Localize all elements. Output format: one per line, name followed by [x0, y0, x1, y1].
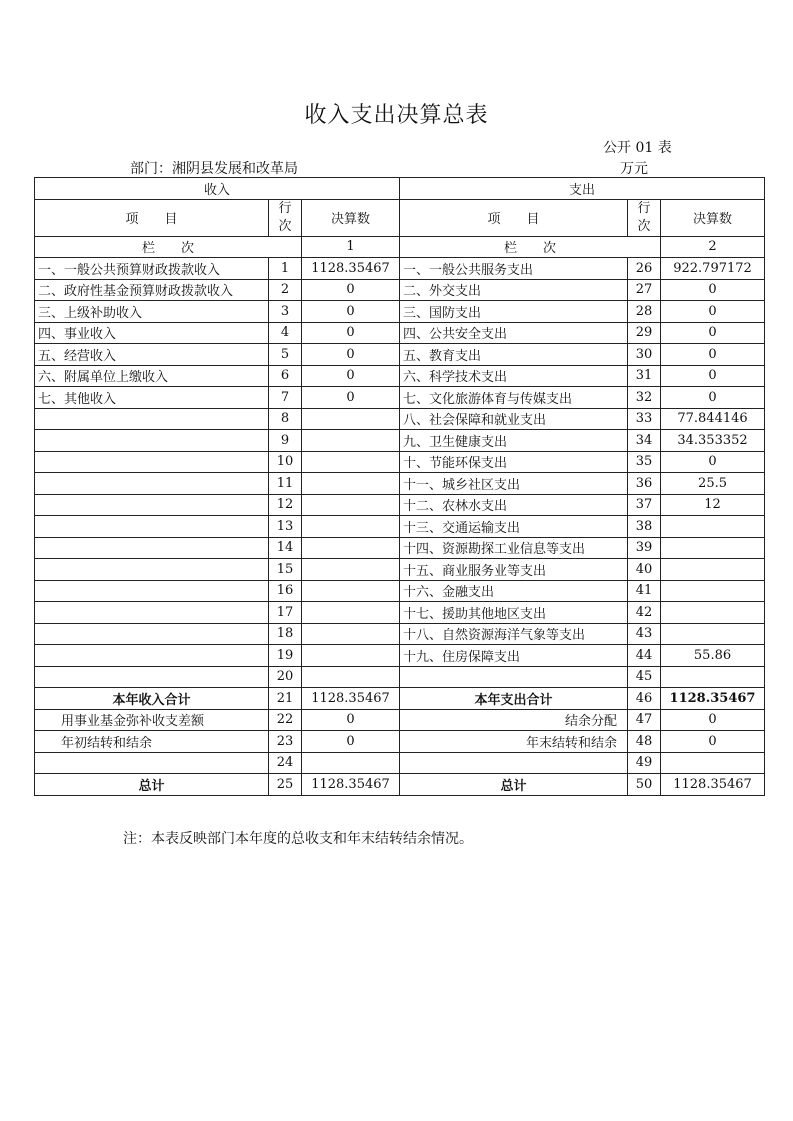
- expense-row-no-cell: 36: [628, 473, 661, 495]
- income-row-no-header: 行 次: [269, 199, 302, 236]
- income-item-cell: 年初结转和结余: [35, 731, 269, 753]
- income-row-no-cell: 12: [269, 494, 302, 516]
- table-row: [35, 731, 765, 753]
- expense-row-no-cell: 41: [628, 580, 661, 602]
- income-item-cell: [35, 537, 269, 559]
- expense-row-no-cell: 35: [628, 451, 661, 473]
- expense-item-cell: 九、卫生健康支出: [400, 430, 628, 452]
- income-item-cell: 二、政府性基金预算财政拨款收入: [35, 279, 269, 301]
- table-row: [35, 666, 765, 688]
- income-item-cell: [35, 451, 269, 473]
- income-item-cell: 三、上级补助收入: [35, 301, 269, 323]
- income-row-no-cell: 6: [269, 365, 302, 387]
- expense-amount-cell: 34.353352: [661, 430, 765, 452]
- table-row: [35, 602, 765, 624]
- income-amount-cell: 1128.35467: [302, 688, 400, 710]
- income-item-cell: 六、附属单位上缴收入: [35, 365, 269, 387]
- income-amount-cell: [302, 645, 400, 667]
- income-row-no-cell: 5: [269, 344, 302, 366]
- expense-item-cell: 二、外交支出: [400, 279, 628, 301]
- expense-amount-cell: 0: [661, 301, 765, 323]
- expense-amount-cell: [661, 537, 765, 559]
- income-row-no-cell: 19: [269, 645, 302, 667]
- expense-item-cell: 总计: [400, 774, 628, 796]
- expense-row-no-cell: 27: [628, 279, 661, 301]
- table-row: [35, 365, 765, 387]
- expense-row-no-cell: 32: [628, 387, 661, 409]
- income-item-cell: [35, 752, 269, 774]
- table-row: [35, 473, 765, 495]
- expense-lanci-label: 栏 次: [400, 236, 661, 258]
- expense-item-cell: 十三、交通运输支出: [400, 516, 628, 538]
- expense-row-no-cell: 31: [628, 365, 661, 387]
- income-row-no-cell: 10: [269, 451, 302, 473]
- income-row-no-cell: 13: [269, 516, 302, 538]
- expense-amount-cell: [661, 666, 765, 688]
- expense-row-no-cell: 43: [628, 623, 661, 645]
- table-row: [35, 645, 765, 667]
- income-row-no-cell: 4: [269, 322, 302, 344]
- expense-amount-cell: [661, 752, 765, 774]
- expense-item-cell: 结余分配: [400, 709, 628, 731]
- expense-amount-cell: [661, 516, 765, 538]
- income-row-no-cell: 21: [269, 688, 302, 710]
- income-item-cell: [35, 494, 269, 516]
- income-row-no-cell: 24: [269, 752, 302, 774]
- expense-amount-cell: 55.86: [661, 645, 765, 667]
- expense-lanci-number: 2: [661, 236, 765, 258]
- income-amount-cell: 0: [302, 709, 400, 731]
- expense-item-cell: 十六、金融支出: [400, 580, 628, 602]
- expense-amount-header: 决算数: [661, 199, 765, 236]
- table-row: [35, 516, 765, 538]
- expense-amount-cell: [661, 559, 765, 581]
- expense-amount-cell: [661, 623, 765, 645]
- expense-row-no-cell: 40: [628, 559, 661, 581]
- income-row-no-cell: 25: [269, 774, 302, 796]
- expense-amount-cell: 12: [661, 494, 765, 516]
- income-amount-cell: 0: [302, 279, 400, 301]
- income-item-cell: [35, 408, 269, 430]
- income-row-no-cell: 2: [269, 279, 302, 301]
- income-row-no-cell: 8: [269, 408, 302, 430]
- income-row-no-cell: 22: [269, 709, 302, 731]
- expense-row-no-cell: 33: [628, 408, 661, 430]
- table-row: [35, 301, 765, 323]
- expense-item-header: 项 目: [400, 199, 628, 236]
- expense-amount-cell: [661, 602, 765, 624]
- income-amount-cell: 1128.35467: [302, 774, 400, 796]
- expense-item-cell: 十、节能环保支出: [400, 451, 628, 473]
- expense-amount-cell: 0: [661, 322, 765, 344]
- income-amount-cell: 0: [302, 387, 400, 409]
- income-row-no-cell: 9: [269, 430, 302, 452]
- expense-row-no-cell: 28: [628, 301, 661, 323]
- income-amount-cell: [302, 451, 400, 473]
- income-item-cell: [35, 516, 269, 538]
- expense-row-no-cell: 42: [628, 602, 661, 624]
- expense-amount-cell: 922.797172: [661, 258, 765, 280]
- expense-row-no-cell: 29: [628, 322, 661, 344]
- income-amount-cell: [302, 580, 400, 602]
- expense-item-cell: 三、国防支出: [400, 301, 628, 323]
- expense-amount-cell: 0: [661, 451, 765, 473]
- income-row-no-cell: 11: [269, 473, 302, 495]
- table-row: [35, 322, 765, 344]
- income-row-no-cell: 15: [269, 559, 302, 581]
- income-row-no-cell: 16: [269, 580, 302, 602]
- summary-table: [34, 177, 765, 796]
- expense-row-no-cell: 37: [628, 494, 661, 516]
- expense-item-cell: 七、文化旅游体育与传媒支出: [400, 387, 628, 409]
- expense-row-no-cell: 49: [628, 752, 661, 774]
- income-amount-cell: [302, 559, 400, 581]
- expense-item-cell: 年末结转和结余: [400, 731, 628, 753]
- income-item-cell: [35, 473, 269, 495]
- expense-item-cell: 十四、资源勘探工业信息等支出: [400, 537, 628, 559]
- expense-amount-cell: 77.844146: [661, 408, 765, 430]
- income-item-cell: [35, 666, 269, 688]
- income-amount-cell: [302, 494, 400, 516]
- expense-row-no-cell: 50: [628, 774, 661, 796]
- table-row: [35, 387, 765, 409]
- table-row: [35, 774, 765, 796]
- income-amount-cell: [302, 430, 400, 452]
- table-row: [35, 580, 765, 602]
- expense-row-no-cell: 45: [628, 666, 661, 688]
- table-row: [35, 537, 765, 559]
- income-row-no-cell: 23: [269, 731, 302, 753]
- expense-amount-cell: 0: [661, 731, 765, 753]
- income-section-header: 收入: [35, 178, 400, 200]
- income-amount-cell: 0: [302, 344, 400, 366]
- expense-amount-cell: [661, 580, 765, 602]
- table-row: [35, 709, 765, 731]
- income-row-no-cell: 14: [269, 537, 302, 559]
- table-row: [35, 623, 765, 645]
- income-item-cell: [35, 645, 269, 667]
- table-row: [35, 559, 765, 581]
- income-item-cell: [35, 559, 269, 581]
- income-item-cell: [35, 623, 269, 645]
- table-row: [35, 430, 765, 452]
- expense-item-cell: 十五、商业服务业等支出: [400, 559, 628, 581]
- expense-row-no-cell: 39: [628, 537, 661, 559]
- expense-section-header: 支出: [400, 178, 765, 200]
- table-row: [35, 279, 765, 301]
- expense-row-no-cell: 26: [628, 258, 661, 280]
- income-item-cell: 用事业基金弥补收支差额: [35, 709, 269, 731]
- expense-row-no-cell: 44: [628, 645, 661, 667]
- expense-item-cell: 本年支出合计: [400, 688, 628, 710]
- income-amount-cell: 0: [302, 731, 400, 753]
- income-row-no-cell: 17: [269, 602, 302, 624]
- expense-item-cell: 一、一般公共服务支出: [400, 258, 628, 280]
- table-row: [35, 408, 765, 430]
- expense-item-cell: [400, 752, 628, 774]
- page-title: 收入支出决算总表: [304, 103, 489, 128]
- income-amount-cell: 0: [302, 365, 400, 387]
- income-amount-cell: [302, 516, 400, 538]
- income-amount-cell: [302, 602, 400, 624]
- expense-item-cell: 六、科学技术支出: [400, 365, 628, 387]
- income-row-no-cell: 20: [269, 666, 302, 688]
- expense-amount-cell: 0: [661, 709, 765, 731]
- expense-item-cell: 十七、援助其他地区支出: [400, 602, 628, 624]
- income-item-cell: 五、经营收入: [35, 344, 269, 366]
- income-amount-cell: 1128.35467: [302, 258, 400, 280]
- table-row: [35, 752, 765, 774]
- income-amount-cell: [302, 752, 400, 774]
- income-item-cell: 四、事业收入: [35, 322, 269, 344]
- income-row-no-cell: 18: [269, 623, 302, 645]
- table-row: [35, 258, 765, 280]
- expense-item-cell: [400, 666, 628, 688]
- income-amount-cell: [302, 408, 400, 430]
- expense-item-cell: 四、公共安全支出: [400, 322, 628, 344]
- expense-amount-cell: 0: [661, 365, 765, 387]
- income-lanci-label: 栏 次: [35, 236, 302, 258]
- income-item-cell: 一、一般公共预算财政拨款收入: [35, 258, 269, 280]
- income-amount-cell: 0: [302, 322, 400, 344]
- expense-item-cell: 八、社会保障和就业支出: [400, 408, 628, 430]
- income-item-cell: [35, 602, 269, 624]
- income-item-cell: [35, 430, 269, 452]
- expense-row-no-cell: 46: [628, 688, 661, 710]
- income-row-no-cell: 7: [269, 387, 302, 409]
- department-label: 部门：湘阴县发展和改革局: [130, 161, 298, 177]
- expense-row-no-cell: 34: [628, 430, 661, 452]
- expense-item-cell: 十二、农林水支出: [400, 494, 628, 516]
- income-item-cell: 七、其他收入: [35, 387, 269, 409]
- table-row: [35, 344, 765, 366]
- unit-label: 万元: [620, 161, 648, 177]
- income-amount-header: 决算数: [302, 199, 400, 236]
- expense-item-cell: 五、教育支出: [400, 344, 628, 366]
- expense-row-no-cell: 38: [628, 516, 661, 538]
- income-amount-cell: [302, 666, 400, 688]
- expense-amount-cell: 0: [661, 387, 765, 409]
- income-lanci-number: 1: [302, 236, 400, 258]
- expense-item-cell: 十八、自然资源海洋气象等支出: [400, 623, 628, 645]
- income-item-cell: 本年收入合计: [35, 688, 269, 710]
- income-item-cell: 总计: [35, 774, 269, 796]
- income-row-no-cell: 1: [269, 258, 302, 280]
- table-row: [35, 688, 765, 710]
- table-row: [35, 494, 765, 516]
- expense-row-no-header: 行 次: [628, 199, 661, 236]
- income-row-no-cell: 3: [269, 301, 302, 323]
- expense-amount-cell: 1128.35467: [661, 688, 765, 710]
- form-number: 公开 01 表: [603, 140, 672, 156]
- income-amount-cell: 0: [302, 301, 400, 323]
- expense-item-cell: 十一、城乡社区支出: [400, 473, 628, 495]
- income-item-cell: [35, 580, 269, 602]
- income-amount-cell: [302, 537, 400, 559]
- expense-amount-cell: 25.5: [661, 473, 765, 495]
- expense-row-no-cell: 48: [628, 731, 661, 753]
- income-amount-cell: [302, 473, 400, 495]
- expense-amount-cell: 1128.35467: [661, 774, 765, 796]
- expense-amount-cell: 0: [661, 344, 765, 366]
- income-amount-cell: [302, 623, 400, 645]
- expense-row-no-cell: 30: [628, 344, 661, 366]
- income-item-header: 项 目: [35, 199, 269, 236]
- table-row: [35, 451, 765, 473]
- expense-row-no-cell: 47: [628, 709, 661, 731]
- footnote: 注：本表反映部门本年度的总收支和年末结转结余情况。: [123, 831, 473, 847]
- expense-item-cell: 十九、住房保障支出: [400, 645, 628, 667]
- expense-amount-cell: 0: [661, 279, 765, 301]
